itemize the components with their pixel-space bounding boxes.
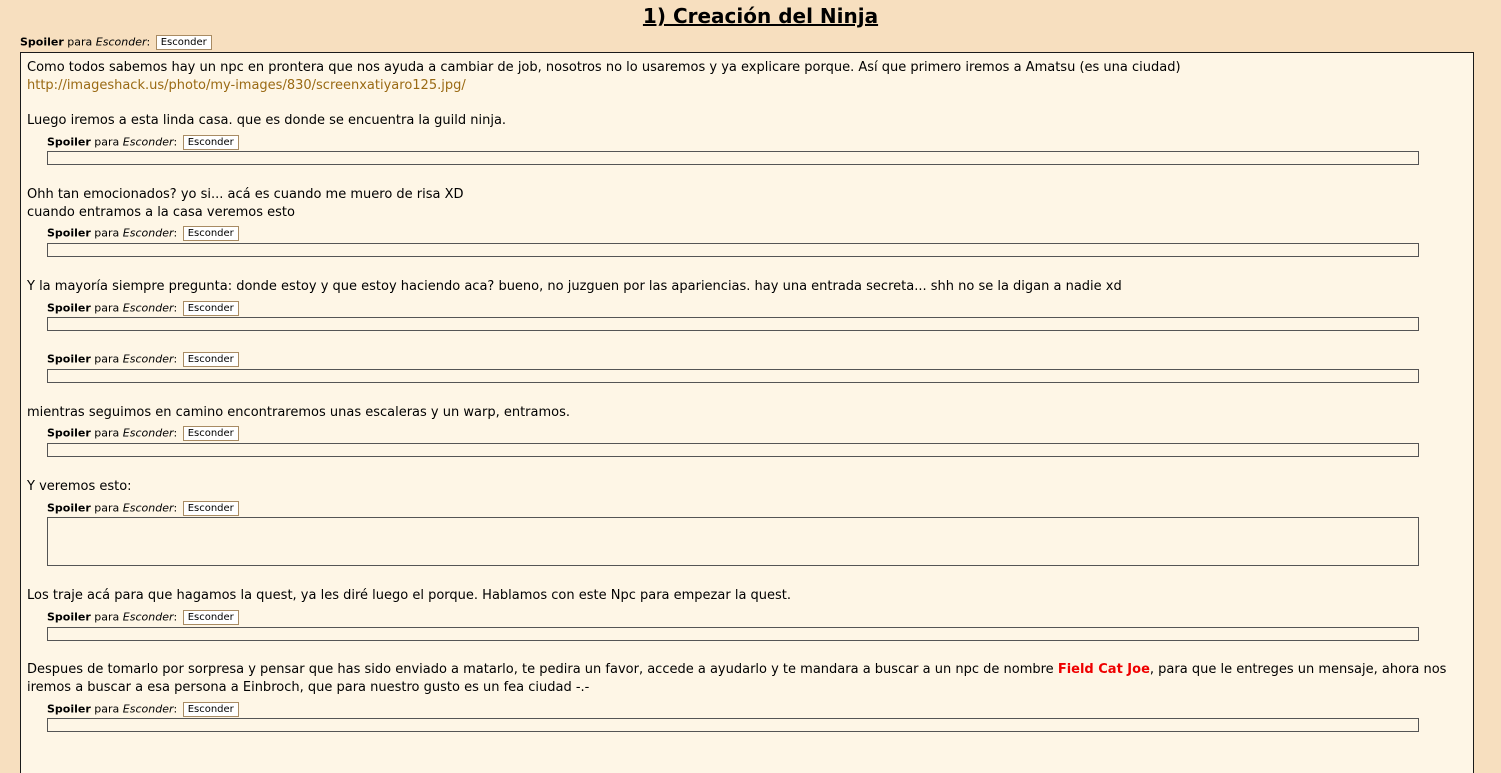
esconder-button[interactable]: Esconder [183,702,239,717]
paragraph: Despues de tomarlo por sorpresa y pensar que has sido enviado a matarlo, te pedira un favor, accede a ayudarlo y te mandara a buscar a un npc de nombre Field Cat Joe, para que le entreges un mensaje, ahora nos iremos a buscar a esa persona a Einbroch, que para nuestro gusto es un fea ciudad -.- [27,662,1447,695]
image-link[interactable]: http://imageshack.us/photo/my-images/830/screenxatiyaro125.jpg/ [27,78,466,93]
esconder-button[interactable]: Esconder [183,226,239,241]
esconder-button[interactable]: Esconder [183,610,239,625]
spoiler-box [47,151,1419,165]
paragraph: cuando entramos a la casa veremos esto [27,205,295,220]
page-title: 1) Creación del Ninja [642,4,879,28]
paragraph: mientras seguimos en camino encontraremos unas escaleras y un warp, entramos. [27,405,570,420]
esconder-button[interactable]: Esconder [183,501,239,516]
spoiler-box [47,243,1419,257]
esconder-button[interactable]: Esconder [156,35,212,50]
spoiler-header: Spoiler para Esconder: Esconder [47,301,239,316]
paragraph: Como todos sabemos hay un npc en prontera que nos ayuda a cambiar de job, nosotros no lo usaremos y ya explicare porque. Así que primero iremos a Amatsu (es una ciudad) [27,60,1181,75]
spoiler-header: Spoiler para Esconder: Esconder [47,226,239,241]
spoiler-box [47,369,1419,383]
spoiler-box [47,517,1419,566]
spoiler-header: Spoiler para Esconder: Esconder [47,352,239,367]
spoiler-box [47,627,1419,641]
paragraph: Y veremos esto: [27,479,132,494]
esconder-button[interactable]: Esconder [183,352,239,367]
spoiler-header: Spoiler para Esconder: Esconder [47,702,239,717]
spoiler-content [20,52,1474,773]
spoiler-header: Spoiler para Esconder: Esconder [47,501,239,516]
spoiler-header: Spoiler para Esconder: Esconder [47,426,239,441]
paragraph: Luego iremos a esta linda casa. que es donde se encuentra la guild ninja. [27,113,507,128]
paragraph: Y la mayoría siempre pregunta: donde estoy y que estoy haciendo aca? bueno, no juzguen por las apariencias. hay una entrada secreta... shh no se la digan a nadie xd [27,279,1122,294]
spoiler-header-main: Spoiler para Esconder: Esconder [20,35,212,50]
spoiler-box [47,443,1419,457]
paragraph: Ohh tan emocionados? yo si... acá es cuando me muero de risa XD [27,187,464,202]
spoiler-label: Spoiler [20,35,64,49]
esconder-button[interactable]: Esconder [183,426,239,441]
spoiler-header: Spoiler para Esconder: Esconder [47,610,239,625]
paragraph: Los traje acá para que hagamos la quest, ya les diré luego el porque. Hablamos con este Npc para empezar la quest. [27,588,792,603]
esconder-button[interactable]: Esconder [183,135,239,150]
spoiler-box [47,317,1419,331]
esconder-button[interactable]: Esconder [183,301,239,316]
spoiler-header: Spoiler para Esconder: Esconder [47,135,239,150]
spoiler-box [47,718,1419,732]
npc-name: Field Cat Joe [1057,662,1150,677]
